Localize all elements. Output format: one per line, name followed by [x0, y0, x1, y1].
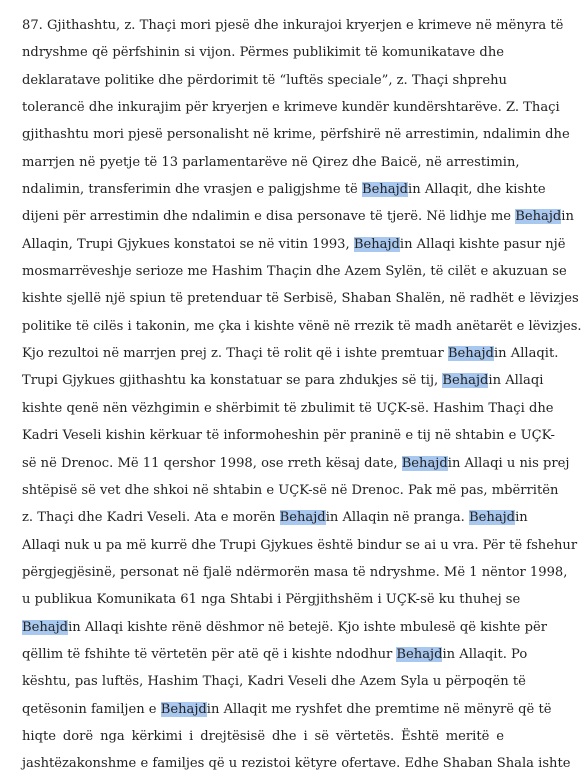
text-run: in — [561, 209, 574, 225]
text-line — [22, 586, 521, 613]
text-run: Kadri Veseli kishin kërkuar të informoheshin për praninë e tij në shtabin e UÇK- — [22, 428, 555, 444]
text-line — [22, 231, 566, 258]
search-highlight: Behajd — [160, 701, 207, 717]
text-run: shtëpisë së vet dhe shkoi në shtabin e UÇK-së në Drenoc. Pak më pas, mbërritën — [22, 482, 559, 498]
text-run: ndalimin, transferimin dhe vrasjen e paligjshme të — [22, 182, 362, 198]
text-line — [22, 422, 555, 449]
text-run: qetësonin familjen e — [22, 701, 161, 717]
text-line — [22, 750, 571, 777]
search-highlight: Behajd — [361, 182, 409, 198]
text-run: z. Thaçi dhe Kadri Veseli. Ata e morën — [22, 510, 280, 526]
text-run: dijeni për arrestimin dhe ndalimin e disa personave të tjerë. Në lidhje me — [22, 209, 516, 225]
text-run: qëllim të fshihte të vërtetën për atë që i kishte ndodhur — [22, 646, 397, 662]
text-line — [22, 641, 528, 668]
text-run: ndryshme që përfshinin si vijon. Përmes publikimit të komunikatave dhe — [22, 45, 504, 61]
text-line — [22, 313, 582, 340]
text-line — [22, 696, 552, 723]
text-run: jashtëzakonshme e familjes që u rezistoi këtyre ofertave. Edhe Shaban Shala ishte — [22, 756, 571, 772]
text-run: in Allaqi kishte rënë dëshmor në betejë. Kjo ishte mbulesë që kishte për — [68, 619, 547, 635]
text-run: in Allaqi kishte pasur një — [399, 236, 566, 252]
text-run: in Allaqin në pranga. — [325, 510, 470, 526]
text-run: Allaqi nuk u pa më kurrë dhe Trupi Gjykues është bindur se ai u vra. Për të fshehur — [22, 537, 578, 553]
text-run: kishte sjellë një spiun të pretenduar të Serbisë, Shaban Shalën, në radhët e lëvizjes — [22, 291, 579, 307]
text-line — [22, 67, 507, 94]
text-run: Allaqin, Trupi Gjykues konstatoi se në vitin 1993, — [22, 236, 354, 252]
text-line — [22, 176, 546, 203]
text-run: së në Drenoc. Më 11 qershor 1998, ose rreth kësaj date, — [22, 455, 402, 471]
text-line — [22, 614, 547, 641]
text-run: gjithashtu mori pjesë personalisht në krime, përfshirë në arrestimin, ndalimin dhe — [22, 127, 570, 143]
text-run: kishte qenë nën vëzhgimin e shërbimit të zbulimit të UÇK-së. Hashim Thaçi dhe — [22, 400, 554, 416]
text-line — [22, 723, 504, 750]
text-line — [22, 532, 578, 559]
text-line — [22, 395, 554, 422]
text-run: in — [515, 510, 528, 526]
search-highlight: Behajd — [22, 619, 69, 635]
search-highlight: Behajd — [279, 510, 326, 526]
text-run: in Allaqit, dhe kishte — [408, 182, 546, 198]
text-line — [22, 504, 528, 531]
text-run: in Allaqit. — [493, 346, 559, 362]
text-run: tolerancë dhe inkurajim për kryerjen e krimeve kundër kundërshtarëve. Z. Thaçi — [22, 100, 560, 116]
text-run: in Allaqi u nis prej — [447, 455, 570, 471]
text-run: përgjegjësinë, personat në fjalë ndërmorën masa të ndryshme. Më 1 nëntor 1998, — [22, 564, 568, 580]
text-line — [22, 258, 567, 285]
text-line — [22, 285, 579, 312]
text-run: 87. Gjithashtu, z. Thaçi mori pjesë dhe inkurajoi kryerjen e krimeve në mënyra të — [22, 18, 564, 33]
search-highlight: Behajd — [447, 346, 494, 362]
text-line — [22, 94, 560, 121]
search-highlight: Behajd — [515, 209, 562, 225]
text-line — [22, 668, 526, 695]
text-run: kështu, pas luftës, Hashim Thaçi, Kadri Veseli dhe Azem Syla u përpoqën të — [22, 674, 526, 690]
text-run: marrjen në pyetje të 13 parlamentarëve në Qirez dhe Baicë, në arrestimin, — [22, 154, 520, 170]
text-run: mosmarrëveshje serioze me Hashim Thaçin dhe Azem Sylën, të cilët e akuzuan se — [22, 264, 567, 280]
search-highlight: Behajd — [353, 236, 400, 252]
text-run: deklaratave politike dhe përdorimit të “luftës speciale”, z. Thaçi shprehu — [22, 72, 507, 88]
text-run: hiqte dorë nga kërkimi i drejtësisë dhe i së vërtetës. Është meritë e — [22, 728, 504, 744]
text-line — [22, 367, 544, 394]
text-line — [22, 477, 559, 504]
text-run: Kjo rezultoi në marrjen prej z. Thaçi të rolit që i ishte premtuar — [22, 346, 448, 362]
text-line — [22, 559, 568, 586]
text-line — [22, 203, 574, 230]
text-line — [22, 121, 570, 148]
text-run: politike të cilës i takonin, me çka i kishte vënë në rrezik të madh anëtarët e lëvizjes. — [22, 318, 582, 334]
search-highlight: Behajd — [442, 373, 489, 389]
text-line — [22, 340, 559, 367]
text-line — [22, 39, 504, 66]
text-run: Trupi Gjykues gjithashtu ka konstatuar se para zhdukjes së tij, — [22, 373, 443, 389]
paragraph-87 — [22, 12, 582, 778]
search-highlight: Behajd — [401, 455, 448, 471]
text-run: in Allaqit me ryshfet dhe premtime në mënyrë që të — [206, 701, 552, 717]
search-highlight: Behajd — [469, 510, 516, 526]
search-highlight: Behajd — [396, 646, 443, 662]
text-run: in Allaqi — [488, 373, 544, 389]
text-run: in Allaqit. Po — [442, 646, 528, 662]
text-line — [22, 149, 520, 176]
text-line — [22, 450, 570, 477]
text-run: u publikua Komunikata 61 nga Shtabi i Përgjithshëm i UÇK-së ku thuhej se — [22, 592, 521, 608]
text-line — [22, 12, 564, 39]
